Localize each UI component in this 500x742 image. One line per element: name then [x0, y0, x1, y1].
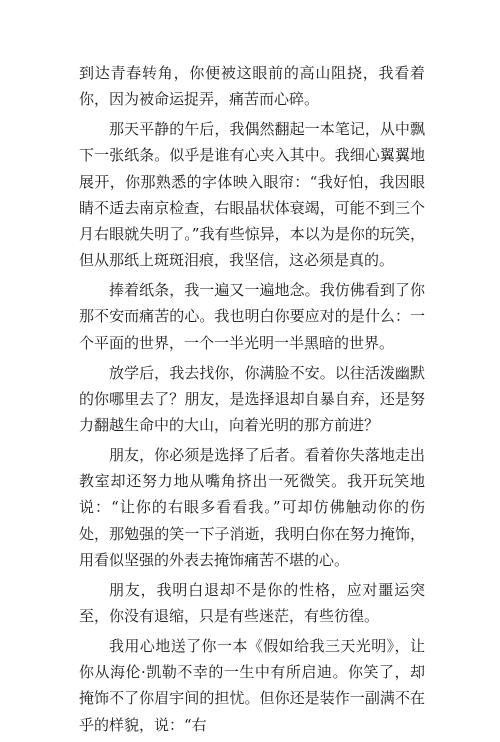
paragraph-6: 朋友，我明白退却不是你的性格，应对噩运突至，你没有退缩，只是有些迷茫，有些彷徨。: [79, 580, 425, 626]
document-page: [79, 60, 425, 742]
paragraph-3: 捧着纸条，我一遍又一遍地念。我仿佛看到了你那不安而痛苦的心。我也明白你要应对的是什么：一个平面的世界，一个一半光明一半黑暗的世界。: [79, 281, 425, 352]
paragraph-5: 朋友，你必须是选择了后者。看着你失落地走出教室却还努力地从嘴角挤出一死微笑。我开玩笑地说：“让你的右眼多看看我。”可却仿佛触动你的伤处，那勉强的笑一下子消逝，我明白你在努力掩饰，用看似坚强的外表去掩饰痛苦不堪的心。: [79, 446, 425, 569]
paragraph-4: 放学后，我去找你，你满脸不安。以往活泼幽默的你哪里去了？朋友，是选择退却自暴自弃，还是努力翻越生命中的大山，向着光明的那方前进？: [79, 363, 425, 435]
paragraph-1: 到达青春转角，你便被这眼前的高山阻挠，我看着你，因为被命运捉弄，痛苦而心碎。: [79, 64, 425, 109]
paragraph-2: 那天平静的午后，我偶然翻起一本笔记，从中飘下一张纸条。似乎是谁有心夹入其中。我细心翼翼地展开，你那熟悉的字体映入眼帘：“我好怕，我因眼睛不适去南京检查，右眼晶状体衰竭，可能不到三个月右眼就失明了。”我有些惊异，本以为是你的玩笑，但从那纸上斑斑泪痕，我坚信，这必须是真的。: [79, 120, 425, 270]
paragraph-7: 我用心地送了你一本《假如给我三天光明》，让你从海伦·凯勒不幸的一生中有所启迪。你笑了，却掩饰不了你眉宇间的担忧。但你还是装作一副满不在乎的样貌，说：“右: [79, 637, 425, 734]
